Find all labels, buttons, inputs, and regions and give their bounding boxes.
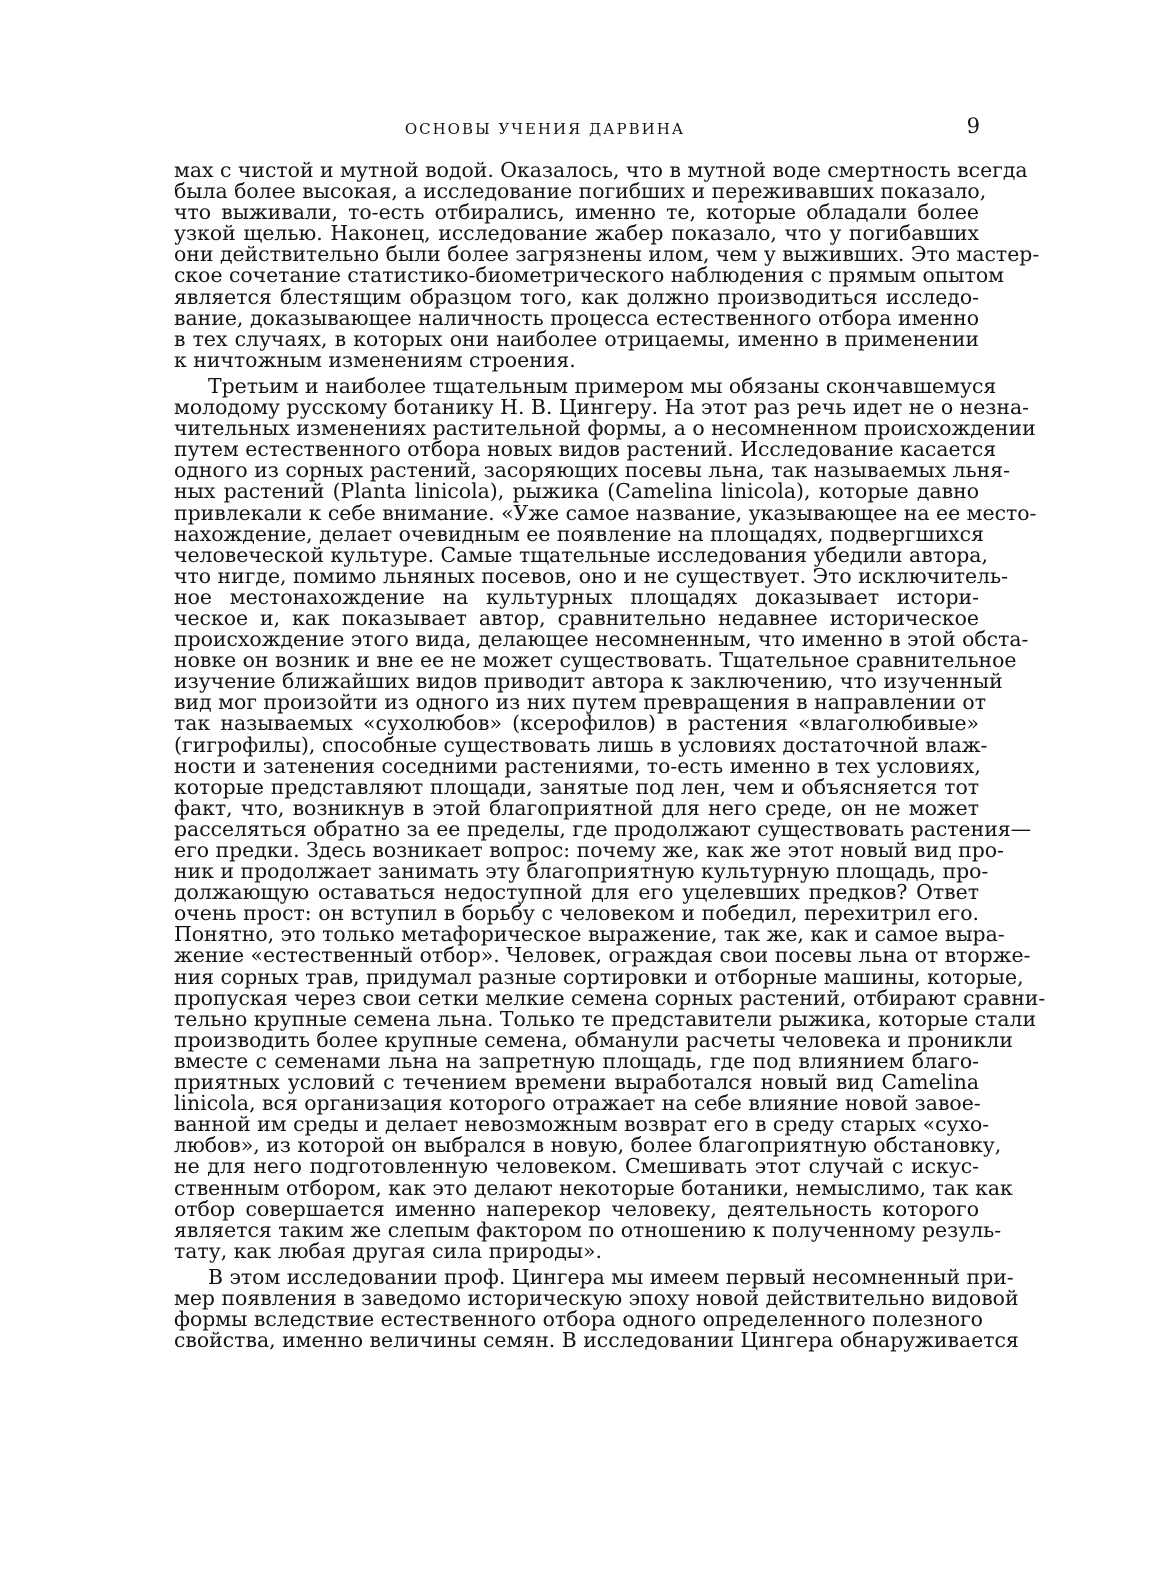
- text-line: мах с чистой и мутной водой. Оказалось, что в мутной воде смертность всегда: [174, 158, 1028, 182]
- text-line: В этом исследовании проф. Цингера мы имеем первый несомненный при-: [208, 1264, 1014, 1289]
- paragraph: [174, 373, 1046, 1263]
- text-line: очень прост: он вступил в борьбу с человеком и победил, перехитрил его.: [174, 901, 979, 926]
- text-line: вместе с семенами льна на запретную площадь, где под влиянием благо-: [174, 1048, 979, 1073]
- text-line: ности и затенения соседними растениями, то-есть именно в тех условиях,: [174, 753, 981, 778]
- text-line: тату, как любая другая сила природы».: [174, 1238, 602, 1263]
- text-line: жение «естественный отбор». Человек, ограждая свои посевы льна от вторже-: [174, 943, 1031, 968]
- text-line: привлекали к себе внимание. «Уже самое название, указывающее на ее место-: [174, 500, 1037, 525]
- body-text: [174, 158, 1046, 1353]
- text-line: к ничтожным изменениям строения.: [174, 347, 576, 372]
- text-line: вание, доказывающее наличность процесса естественного отбора именно: [174, 305, 979, 330]
- text-line: узкой щелью. Наконец, исследование жабер показало, что у погибавших: [174, 221, 979, 246]
- text-line: его предки. Здесь возникает вопрос: почему же, как же этот новый вид про-: [174, 838, 1004, 862]
- text-line: молодому русскому ботанику Н. В. Цингеру. На этот раз речь идет не о незна-: [174, 395, 1030, 420]
- text-line: расселяться обратно за ее пределы, где продолжают существовать растения—: [174, 816, 1032, 841]
- text-line: ское сочетание статистико-биометрического наблюдения с прямым опытом: [174, 263, 1004, 288]
- text-line: ник и продолжает занимать эту благоприятную культурную площадь, про-: [174, 859, 989, 884]
- text-line: ния сорных трав, придумал разные сортировки и отборные машины, которые,: [174, 964, 1024, 989]
- text-line: ванной им среды и делает невозможным возврат его в среду старых «сухо-: [174, 1112, 990, 1137]
- text-line: в тех случаях, в которых они наиболее отрицаемы, именно в применении: [174, 326, 979, 351]
- text-line: мер появления в заведомо историческую эпоху новой действительно видовой: [174, 1285, 1019, 1310]
- text-line: что нигде, помимо льняных посевов, оно и не существует. Это исключитель-: [174, 563, 1008, 588]
- text-line: чительных изменениях растительной формы, а о несомненном происхождении: [174, 416, 1036, 441]
- text-line: ственным отбором, как это делают некоторые ботаники, немыслимо, так как: [174, 1175, 1013, 1200]
- text-line: ческое и, как показывает автор, сравнительно недавнее историческое: [174, 605, 979, 630]
- text-line: тельно крупные семена льна. Только те представители рыжика, которые стали: [174, 1006, 1037, 1031]
- text-line: является блестящим образцом того, как должно производиться исследо-: [174, 284, 979, 309]
- text-line: является таким же слепым фактором по отношению к полученному резуль-: [174, 1217, 1002, 1242]
- paragraph: [174, 1264, 1019, 1353]
- text-line: нахождение, делает очевидным ее появление на площадях, подвергшихся: [174, 521, 984, 546]
- text-line: которые представляют площади, занятые под лен, чем и объясняется тот: [174, 774, 979, 799]
- text-line: любов», из которой он выбрался в новую, более благоприятную обстановку,: [174, 1133, 1002, 1158]
- text-line: не для него подготовленную человеком. Смешивать этот случай с искус-: [174, 1154, 979, 1179]
- text-line: пропуская через свои сетки мелкие семена сорных растений, отбирают сравни-: [174, 985, 1046, 1010]
- text-line: приятных условий с течением времени выработался новый вид Camelina: [174, 1070, 979, 1095]
- page-number: 9: [966, 114, 980, 138]
- text-line: производить более крупные семена, обманули расчеты человека и проникли: [174, 1027, 1013, 1052]
- text-line: так называемых «сухолюбов» (ксерофилов) в растения «влаголюбивые»: [174, 711, 979, 736]
- text-line: они действительно были более загрязнены илом, чем у выживших. Это мастер-: [174, 242, 1040, 267]
- text-line: ное местонахождение на культурных площадях доказывает истори-: [174, 584, 979, 609]
- text-line: ных растений (Planta linicola), рыжика (Camelina linicola), которые давно: [174, 479, 979, 504]
- text-line: должающую оставаться недоступной для его уцелевших предков? Ответ: [174, 880, 979, 905]
- text-line: новке он возник и вне ее не может существовать. Тщательное сравнительное: [174, 648, 1017, 673]
- running-title: ОСНОВЫ УЧЕНИЯ ДАРВИНА: [404, 120, 686, 138]
- text-line: свойства, именно величины семян. В исследовании Цингера обнаруживается: [174, 1328, 1019, 1353]
- text-line: Понятно, это только метафорическое выражение, так же, как и самое выра-: [174, 922, 1005, 947]
- text-line: отбор совершается именно наперекор человеку, деятельность которого: [174, 1196, 979, 1221]
- paragraph: [174, 158, 1040, 372]
- running-head: [170, 114, 980, 144]
- text-line: одного из сорных растений, засоряющих посевы льна, так называемых льня-: [174, 458, 1011, 483]
- text-line: была более высокая, а исследование погибших и переживавших показало,: [174, 179, 987, 204]
- text-line: факт, что, возникнув в этой благоприятной для него среде, он не может: [174, 795, 979, 820]
- text-line: linicola, вся организация которого отражает на себе влияние новой завое-: [174, 1091, 981, 1116]
- text-line: что выживали, то-есть отбирались, именно те, которые обладали более: [174, 200, 979, 225]
- text-line: изучение ближайших видов приводит автора к заключению, что изученный: [174, 669, 1003, 694]
- text-line: формы вследствие естественного отбора одного определенного полезного: [174, 1307, 983, 1332]
- text-line: происхождение этого вида, делающее несомненным, что именно в этой обста-: [174, 627, 1029, 652]
- text-line: Третьим и наиболее тщательным примером мы обязаны скончавшемуся: [208, 373, 997, 398]
- text-line: (гигрофилы), способные существовать лишь в условиях достаточной влаж-: [174, 732, 988, 757]
- text-line: путем естественного отбора новых видов растений. Исследование касается: [174, 437, 997, 462]
- text-line: вид мог произойти из одного из них путем превращения в направлении от: [174, 690, 986, 715]
- text-line: человеческой культуре. Самые тщательные исследования убедили автора,: [174, 542, 988, 567]
